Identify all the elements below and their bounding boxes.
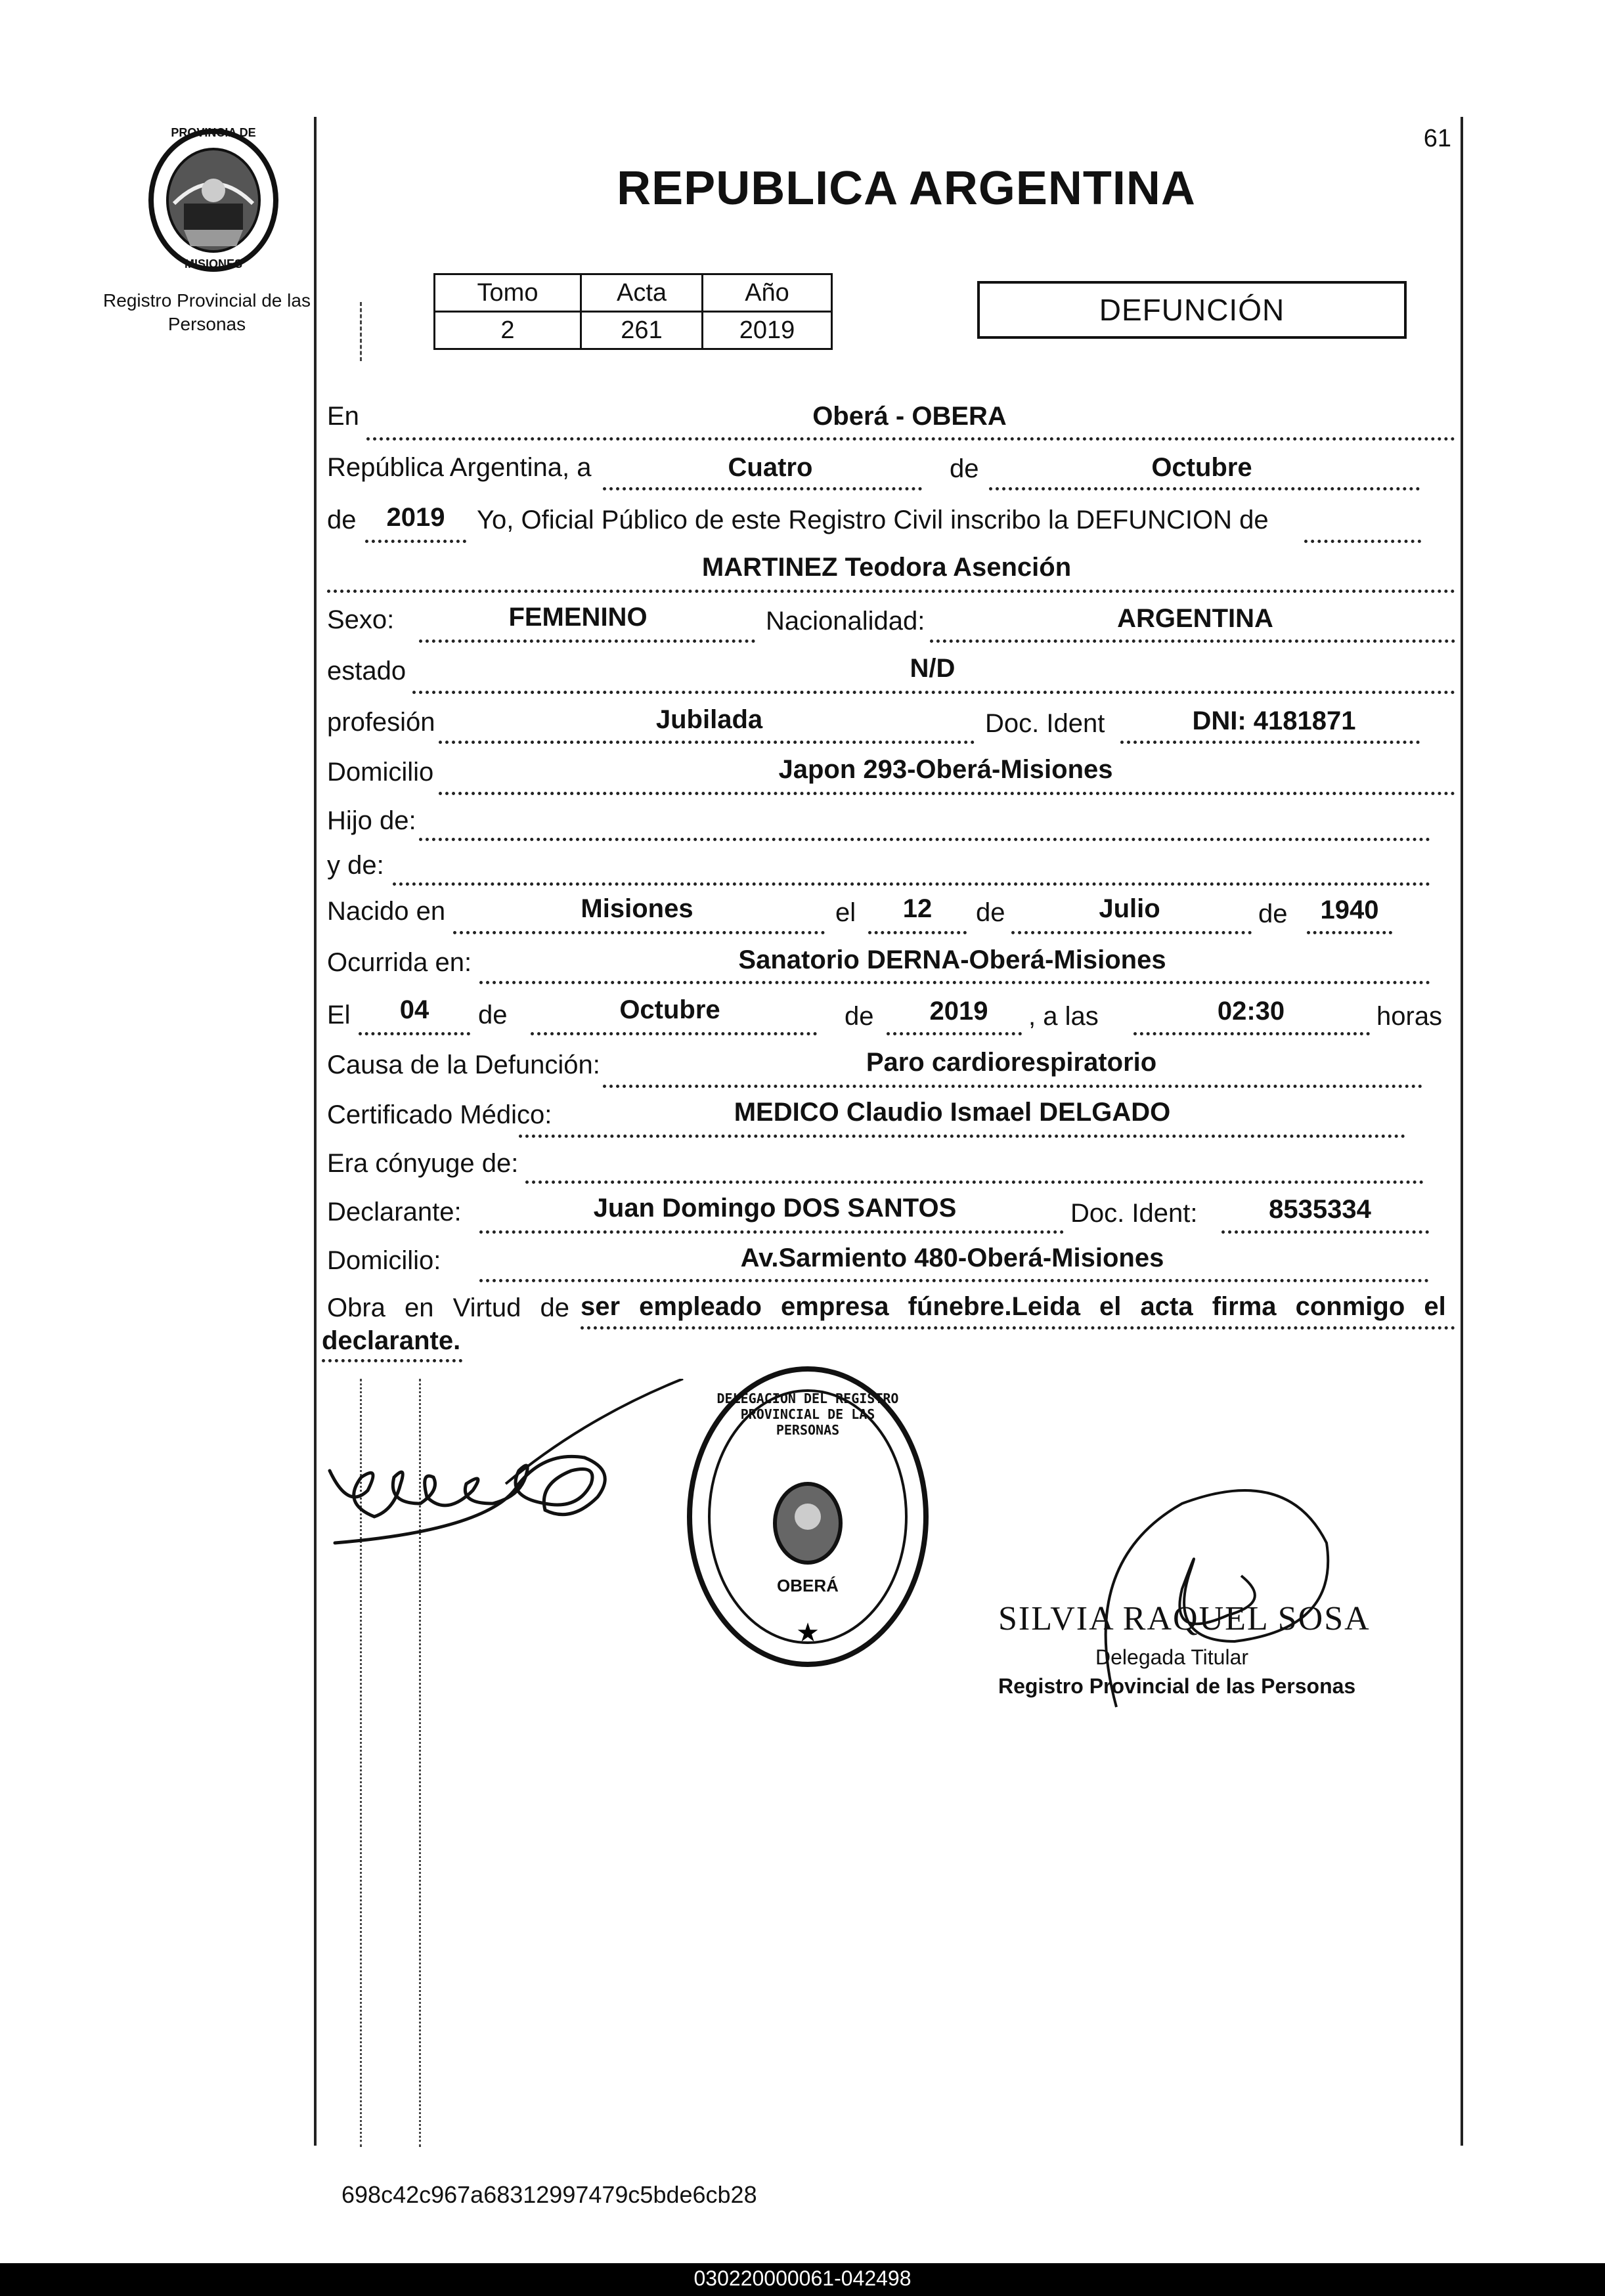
dotted-line [327, 590, 1455, 593]
left-dashed-rule [360, 302, 362, 361]
de-label: de [478, 1001, 508, 1029]
footer-barcode-text: 030220000061-042498 [693, 2266, 912, 2290]
stamp-center-text: OBERÁ [777, 1576, 839, 1595]
dotted-line [1307, 931, 1392, 934]
ocurrida-label: Ocurrida en: [327, 948, 472, 977]
left-margin-rule [314, 117, 317, 2146]
declarant-signature [322, 1379, 690, 1576]
causa-value: Paro cardiorespiratorio [866, 1048, 1157, 1077]
doc-ident-value: DNI: 4181871 [1192, 706, 1356, 735]
sexo-label: Sexo: [327, 605, 395, 634]
provincial-seal-icon [144, 125, 282, 276]
nacionalidad-label: Nacionalidad: [766, 607, 925, 636]
horas-label: horas [1376, 1002, 1443, 1031]
birth-day-value: 12 [902, 894, 933, 923]
de-label: de [1258, 899, 1288, 928]
record-table-header-row [435, 274, 832, 312]
declarante-value: Juan Domingo DOS SANTOS [593, 1194, 957, 1223]
republica-label: República Argentina, a [327, 453, 592, 482]
birth-year-value: 1940 [1320, 896, 1379, 924]
official-name: SILVIA RAQUEL SOSA [998, 1600, 1371, 1637]
obra-text-line1: ser empleado empresa fúnebre.Leida el acta firma conmigo el [581, 1292, 1446, 1321]
dotted-line [479, 1279, 1429, 1282]
dotted-line [989, 487, 1420, 490]
dotted-line [412, 691, 1455, 694]
birth-month-value: Julio [1099, 894, 1160, 923]
dotted-line [519, 1135, 1405, 1138]
death-time-value: 02:30 [1217, 997, 1285, 1026]
stamp-ring-text: DELEGACION DEL REGISTRO PROVINCIAL DE LAS PERSONAS [716, 1391, 899, 1438]
place-value: Oberá - OBERA [812, 402, 1007, 431]
dotted-line [887, 1032, 1022, 1035]
a-las-label: , a las [1028, 1002, 1099, 1031]
ocurrida-value: Sanatorio DERNA-Oberá-Misiones [738, 945, 1166, 974]
en-label: En [327, 402, 359, 431]
profesion-value: Jubilada [655, 705, 763, 734]
dotted-line [393, 882, 1430, 886]
nacido-en-label: Nacido en [327, 897, 446, 926]
dotted-line [439, 741, 975, 744]
certificado-label: Certificado Médico: [327, 1100, 552, 1129]
certificado-value: MEDICO Claudio Ismael DELGADO [734, 1098, 1171, 1127]
estado-value: N/D [910, 654, 956, 683]
de-label: de [845, 1002, 874, 1031]
day-words-value: Cuatro [728, 453, 813, 482]
dotted-line [322, 1359, 462, 1362]
nacionalidad-value: ARGENTINA [1117, 604, 1273, 633]
domicilio-label: Domicilio [327, 758, 434, 787]
dotted-line [1120, 741, 1420, 744]
declarante-doc-value: 8535334 [1269, 1195, 1371, 1224]
obra-label: Obra en Virtud de [327, 1293, 570, 1322]
record-table [433, 273, 833, 350]
seal-text-top: PROVINCIA DE [171, 126, 256, 139]
declarante-label: Declarante: [327, 1198, 462, 1226]
record-table-cell: 261 [581, 312, 703, 349]
dotted-line [453, 931, 825, 934]
domicilio-label: Domicilio: [327, 1246, 441, 1275]
dotted-line [868, 931, 967, 934]
dotted-line [1133, 1032, 1370, 1035]
profesion-label: profesión [327, 708, 435, 737]
right-margin-rule [1461, 117, 1463, 2146]
dotted-line [581, 1326, 1455, 1330]
conyuge-label: Era cónyuge de: [327, 1149, 519, 1178]
record-table-cell: 2019 [703, 312, 832, 349]
record-table-header: Tomo [435, 274, 581, 312]
doc-ident-label: Doc. Ident [985, 709, 1105, 738]
record-table-cell: 2 [435, 312, 581, 349]
official-role: Delegada Titular [1095, 1645, 1249, 1669]
dotted-line [419, 838, 1430, 841]
death-year-value: 2019 [929, 997, 988, 1026]
dotted-line [439, 792, 1455, 795]
death-month-value: Octubre [619, 995, 720, 1024]
seal-text-bottom: MISIONES [184, 257, 242, 271]
document-title: REPUBLICA ARGENTINA [617, 162, 1196, 215]
y-de-label: y de: [327, 851, 384, 880]
dotted-line [479, 981, 1430, 984]
year-value: 2019 [386, 503, 445, 532]
record-table-value-row [435, 312, 832, 349]
el-label: El [327, 1001, 351, 1029]
nacido-en-value: Misiones [581, 894, 693, 923]
de-label: de [327, 506, 357, 534]
dotted-line [359, 1032, 470, 1035]
dotted-line [603, 1085, 1422, 1088]
act-type-box: DEFUNCIÓN [977, 281, 1407, 339]
dotted-line [1304, 540, 1421, 543]
dotted-line [365, 540, 466, 543]
month-value: Octubre [1151, 453, 1252, 482]
registry-caption: Registro Provincial de las Personas [103, 290, 311, 334]
dotted-line [525, 1180, 1424, 1184]
statement-text: Yo, Oficial Público de este Registro Civil inscribo la DEFUNCION de [477, 506, 1269, 534]
dotted-line [531, 1032, 817, 1035]
record-table-header: Año [703, 274, 832, 312]
deceased-name-value: MARTINEZ Teodora Asención [701, 553, 1072, 582]
document-hash: 698c42c967a68312997479c5bde6cb28 [341, 2181, 757, 2208]
svg-text:★: ★ [796, 1618, 820, 1647]
record-table-header: Acta [581, 274, 703, 312]
official-office: Registro Provincial de las Personas [998, 1674, 1356, 1698]
declarante-domicilio-value: Av.Sarmiento 480-Oberá-Misiones [740, 1244, 1164, 1272]
estado-label: estado [327, 657, 407, 685]
el-label: el [835, 898, 856, 927]
domicilio-value: Japon 293-Oberá-Misiones [778, 755, 1113, 784]
dotted-line [603, 487, 922, 490]
dotted-line [1221, 1230, 1429, 1234]
hijo-de-label: Hijo de: [327, 806, 416, 835]
dotted-line [930, 639, 1455, 643]
dotted-line [1011, 931, 1252, 934]
obra-text-line2: declarante. [322, 1326, 461, 1355]
dotted-line [479, 1230, 1064, 1234]
dotted-line [366, 437, 1455, 441]
de-label: de [976, 898, 1005, 927]
death-day-value: 04 [399, 995, 429, 1024]
doc-ident-label: Doc. Ident: [1070, 1199, 1198, 1228]
page-number: 61 [1423, 125, 1451, 152]
causa-label: Causa de la Defunción: [327, 1051, 600, 1079]
de-label: de [950, 454, 979, 483]
sexo-value: FEMENINO [508, 603, 648, 632]
dotted-line [419, 639, 755, 643]
